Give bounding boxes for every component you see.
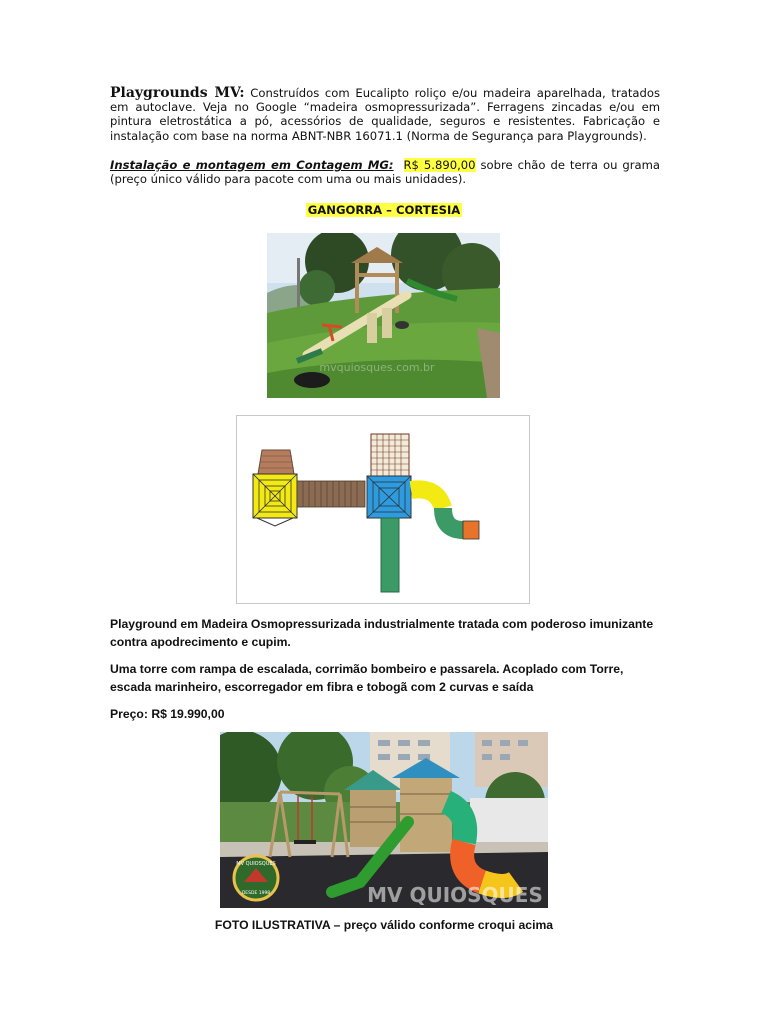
description-paragraph-1: Playground em Madeira Osmopressurizada industrialmente tratada com poderoso imunizante contra apodrecimento e cupim. <box>110 617 654 649</box>
intro-paragraph <box>110 86 660 143</box>
tube-slide <box>411 489 479 539</box>
blue-tower <box>367 476 411 518</box>
seesaw-photo-svg <box>267 233 500 398</box>
playground-diagram <box>236 415 530 604</box>
straight-slide <box>381 518 399 592</box>
logo-text-top: MV QUIOSQUES <box>236 861 276 867</box>
yellow-tower <box>253 474 297 526</box>
mv-quiosques-logo <box>234 856 278 900</box>
seesaw-photo <box>267 233 500 398</box>
climbing-net <box>371 434 409 476</box>
playground-photo-svg <box>220 732 548 908</box>
installation-text: sobre chão de terra ou grama (preço único válido para pacote com uma ou mais unidades). <box>110 158 661 187</box>
playground-photo <box>220 732 548 908</box>
installation-price: R$ 5.890,00 <box>403 158 476 172</box>
installation-paragraph <box>110 158 660 186</box>
photo1-watermark: mvquiosques.com.br <box>319 361 435 374</box>
description-paragraph-2: Uma torre com rampa de escalada, corrimão bombeiro e passarela. Acoplado com Torre, escada marinheiro, escorregador em fibra e tobogã com 2 curvas e saída <box>110 662 624 694</box>
gangorra-label <box>0 203 768 217</box>
brand-heading: Playgrounds MV: <box>110 85 245 101</box>
photo-caption: FOTO ILUSTRATIVA – preço válido conforme croqui acima <box>214 918 554 932</box>
installation-label: Instalação e montagem em Contagem MG: <box>110 158 394 172</box>
photo2-watermark: MV QUIOSQUES <box>367 883 543 907</box>
bridge <box>297 481 365 507</box>
gangorra-label-text: GANGORRA – CORTESIA <box>307 203 461 217</box>
intro-text: Construídos com Eucalipto roliço e/ou madeira aparelhada, tratados em autoclave. Veja no Google “madeira osmopressurizada”. Ferragens zincadas e/ou em pintura eletrostática a pó, acessórios de qualidade, seguros e resistentes. Fabricação e instalação com base na norma ABNT-NBR 16071.1 (Norma de Segurança para Playgrounds). <box>110 86 660 143</box>
logo-text-bottom: DESDE 1998 <box>241 891 271 896</box>
playground-diagram-svg <box>237 416 529 603</box>
price-line: Preço: R$ 19.990,00 <box>110 707 225 721</box>
